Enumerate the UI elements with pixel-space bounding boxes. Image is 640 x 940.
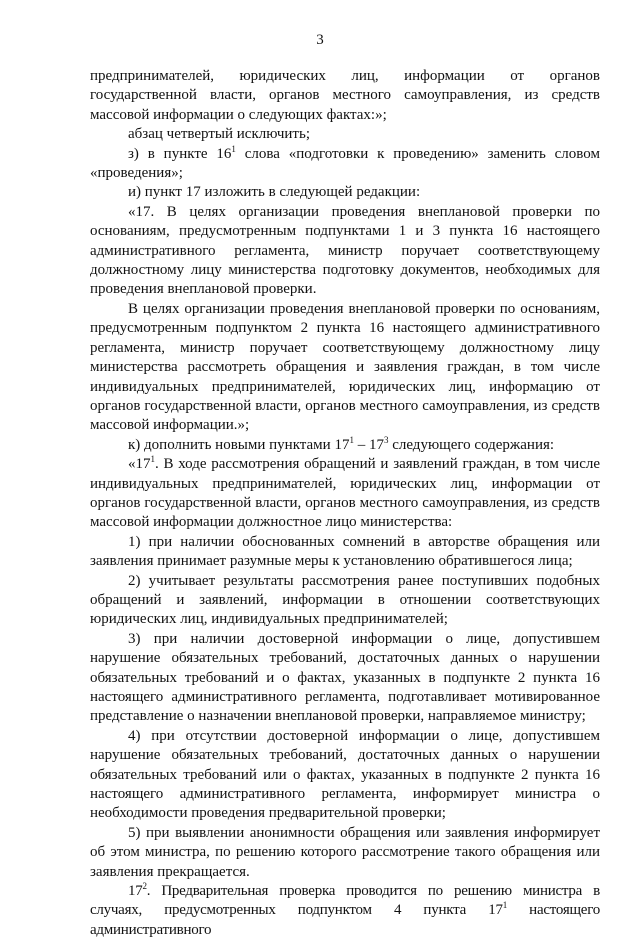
text-run: к) дополнить новыми пунктами 17 [128, 436, 350, 453]
paragraph: «17. В целях организации проведения внеплановой проверки по основаниям, предусмотренным подпунктами 1 и 3 пункта 16 настоящего административного регламента, министр поручает соответствующему должностному лицу министерства подготовку документов, необходимых для проведения внеплановой проверки. [90, 203, 600, 298]
paragraph: абзац четвертый исключить; [128, 126, 310, 143]
text-run: . В ходе рассмотрения обращений и заявлений граждан, в том числе индивидуальных предпринимателей, юридических лиц, информации от органов государственной власти, органов местного самоуправления, из средств массовой информации должностное лицо министерства: [90, 456, 600, 531]
paragraph [90, 145, 600, 184]
superscript: 2 [142, 881, 147, 892]
text-run: . Предварительная проверка проводится по решению министра в случаях, предусмотренных подпунктом 4 пункта 17 [90, 883, 600, 919]
text-run: слова «подготовки к проведению» заменить словом «проведения»; [90, 145, 600, 182]
text-run: «17 [128, 456, 151, 473]
text-run: настоящего административного [90, 902, 600, 938]
paragraph [90, 455, 600, 533]
paragraph: и) пункт 17 изложить в следующей редакции: [128, 184, 421, 201]
page-number: 3 [316, 32, 324, 48]
paragraph: предпринимателей, юридических лиц, информации от органов государственной власти, органов местного самоуправления, из средств массовой информации о следующих фактах:»; [90, 68, 600, 123]
paragraph: 1) при наличии обоснованных сомнений в авторстве обращения или заявления принимает разумные меры к установлению обратившегося лица; [90, 533, 600, 570]
superscript: 1 [349, 434, 354, 445]
superscript: 1 [502, 900, 507, 911]
paragraph [90, 436, 600, 455]
paragraph: В целях организации проведения внеплановой проверки по основаниям, предусмотренным подпунктом 2 пункта 16 настоящего административного регламента, министр поручает соответствующему должностному лицу министерства рассмотреть обращения и заявления граждан, в том числе индивидуальных предпринимателей, юридических лиц, информацию от органов государственной власти, органов местного самоуправления, из средств массовой информации.»; [90, 300, 600, 434]
paragraph [90, 882, 600, 940]
text-run: з) в пункте 16 [128, 145, 232, 162]
paragraph: 5) при выявлении анонимности обращения или заявления информирует об этом министра, по решению которого рассмотрение такого обращения или заявления прекращается. [90, 824, 600, 880]
superscript: 1 [231, 143, 236, 154]
paragraph: 2) учитывает результаты рассмотрения ранее поступивших подобных обращений и заявлений, информации в отношении соответствующих юридических лиц, индивидуальных предпринимателей; [90, 572, 600, 628]
superscript: 1 [150, 454, 155, 465]
text-run: 17 [128, 883, 143, 900]
text-run: – 17 [353, 436, 384, 453]
document-body [90, 67, 600, 940]
text-run: следующего содержания: [388, 436, 555, 453]
paragraph: 3) при наличии достоверной информации о лице, допустившем нарушение обязательных требований, достаточных данных о нарушении обязательных требований и о фактах, указанных в подпункте 2 пункта 16 настоящего административного регламента, подготавливает мотивированное представление о назначении внеплановой проверки, направляемое министру; [90, 630, 600, 725]
paragraph: 4) при отсутствии достоверной информации о лице, допустившем нарушение обязательных требований, достаточных данных о нарушении обязательных требований или о фактах, указанных в подпункте 2 пункта 16 настоящего административного регламента, информирует министра о необходимости проведения предварительной проверки; [90, 727, 600, 822]
superscript: 3 [383, 434, 389, 445]
